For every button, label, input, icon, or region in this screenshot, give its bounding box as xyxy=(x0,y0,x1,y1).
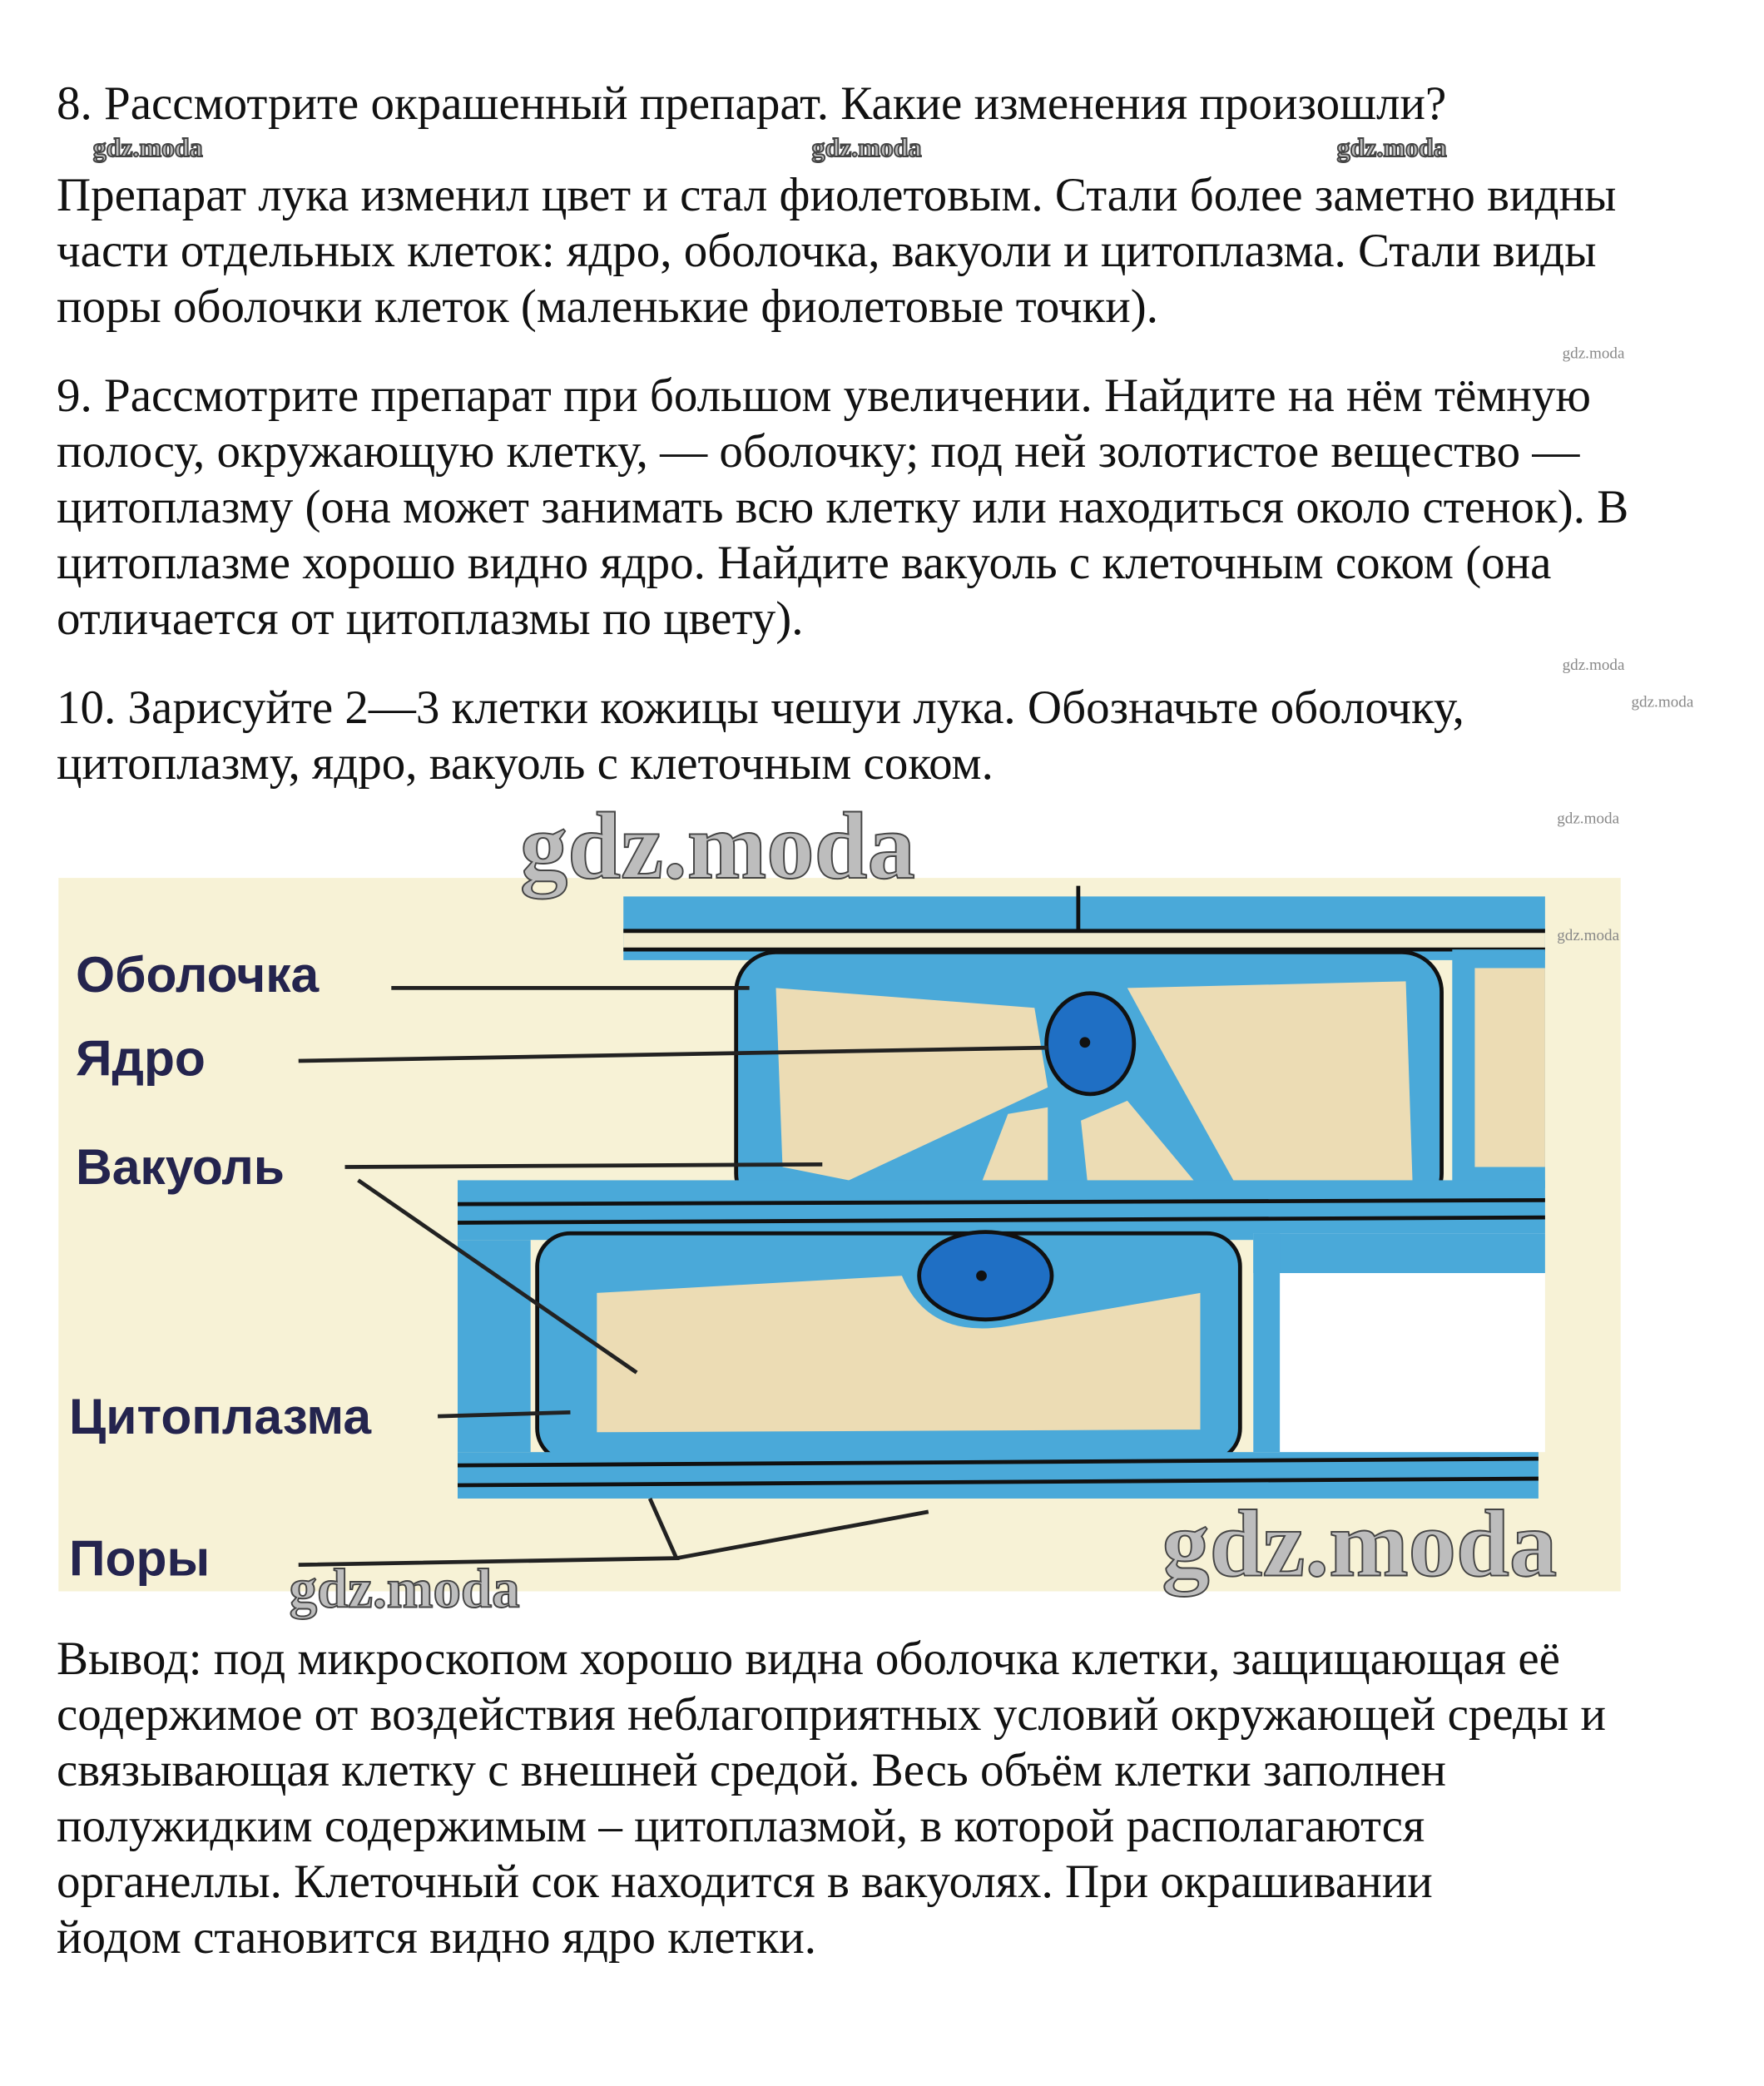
label-pores: Поры xyxy=(69,1529,211,1587)
label-wall: Оболочка xyxy=(75,946,320,1003)
watermark: gdz.moda xyxy=(289,1558,520,1620)
text-line: Вывод: под микроскопом хорошо видна оболочка клетки, защищающая её xyxy=(57,1633,1560,1685)
label-vacuole: Вакуоль xyxy=(75,1138,285,1196)
label-cytoplasm: Цитоплазма xyxy=(69,1387,372,1444)
watermark: gdz.moda xyxy=(519,793,915,899)
text-line: полосу, окружающую клетку, — оболочку; под ней золотистое вещество — xyxy=(57,425,1580,478)
label-nucleus: Ядро xyxy=(75,1029,206,1087)
watermark: gdz.moda xyxy=(1162,1490,1558,1597)
watermark: gdz.moda xyxy=(811,133,922,163)
text-line: 9. Рассмотрите препарат при большом увеличении. Найдите на нём тёмную xyxy=(57,369,1591,422)
text-line: Препарат лука изменил цвет и стал фиолетовым. Стали более заметно видны xyxy=(57,169,1617,221)
text-line: полужидким содержимым – цитоплазмой, в которой располагаются xyxy=(57,1800,1425,1852)
text-line: цитоплазме хорошо видно ядро. Найдите вакуоль с клеточным соком (она xyxy=(57,537,1552,589)
text-line: поры оболочки клеток (маленькие фиолетовые точки). xyxy=(57,280,1158,333)
text-line: части отдельных клеток: ядро, оболочка, вакуоли и цитоплазма. Стали виды xyxy=(57,225,1597,277)
watermark: gdz.moda xyxy=(1562,344,1625,363)
watermark: gdz.moda xyxy=(1631,693,1694,711)
text-line: 10. Зарисуйте 2—3 клетки кожицы чешуи лука. Обозначьте оболочку, xyxy=(57,681,1464,734)
text-line: органеллы. Клеточный сок находится в вакуолях. При окрашивании xyxy=(57,1856,1433,1908)
watermark: gdz.moda xyxy=(1562,656,1625,674)
watermark: gdz.moda xyxy=(1557,926,1620,944)
question-8-text: 8. Рассмотрите окрашенный препарат. Какие изменения произошли? xyxy=(57,77,1447,130)
text-line: цитоплазму (она может занимать всю клетку или находиться около стенок). В xyxy=(57,481,1629,533)
nucleus-top xyxy=(1047,993,1134,1094)
text-line: цитоплазму, ядро, вакуоль с клеточным соком. xyxy=(57,737,993,790)
text-line: отличается от цитоплазмы по цвету). xyxy=(57,592,804,645)
watermark: gdz.moda xyxy=(92,133,203,163)
watermark: gdz.moda xyxy=(1557,810,1620,828)
text-line: йодом становится видно ядро клетки. xyxy=(57,1911,817,1964)
watermark: gdz.moda xyxy=(1336,133,1447,163)
text-line: содержимое от воздействия неблагоприятных условий окружающей среды и xyxy=(57,1688,1606,1741)
text-line: связывающая клетку с внешней средой. Весь объём клетки заполнен xyxy=(57,1744,1447,1796)
